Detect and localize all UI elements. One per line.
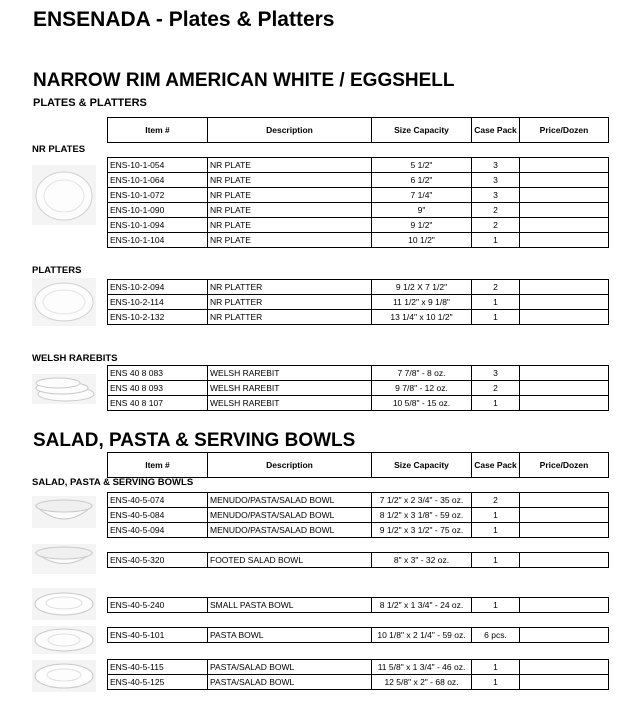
cell-item: ENS-10-1-054	[108, 158, 208, 173]
table-row	[108, 675, 609, 690]
cell-case-pack: 1	[472, 396, 520, 411]
cell-price	[520, 310, 609, 325]
table-welsh-rarebits	[107, 365, 609, 411]
col-size: Size Capacity	[372, 453, 472, 478]
cell-description: MENUDO/PASTA/SALAD BOWL	[208, 508, 372, 523]
cell-case-pack: 1	[472, 675, 520, 690]
cell-description: NR PLATE	[208, 188, 372, 203]
cell-case-pack: 2	[472, 493, 520, 508]
cell-case-pack: 2	[472, 381, 520, 396]
subheading-bowls: SALAD, PASTA & SERVING BOWLS	[32, 477, 194, 488]
cell-item: ENS 40 8 093	[108, 381, 208, 396]
cell-description: WELSH RAREBIT	[208, 396, 372, 411]
plate-image	[32, 165, 96, 225]
cell-price	[520, 553, 609, 568]
table-row	[108, 310, 609, 325]
cell-size: 5 1/2"	[372, 158, 472, 173]
cell-size: 13 1/4" x 10 1/2"	[372, 310, 472, 325]
cell-description: NR PLATE	[208, 233, 372, 248]
cell-size: 10 1/2"	[372, 233, 472, 248]
cell-size: 7 1/2" x 2 3/4" - 35 oz.	[372, 493, 472, 508]
cell-case-pack: 1	[472, 310, 520, 325]
col-description: Description	[208, 453, 372, 478]
cell-case-pack: 2	[472, 203, 520, 218]
cell-description: NR PLATE	[208, 173, 372, 188]
group-label-nr-plates: NR PLATES	[32, 144, 86, 155]
cell-price	[520, 188, 609, 203]
cell-item: ENS-10-1-094	[108, 218, 208, 233]
cell-size: 9 7/8" - 12 oz.	[372, 381, 472, 396]
cell-item: ENS-40-5-094	[108, 523, 208, 538]
table-row	[108, 523, 609, 538]
table-row	[108, 493, 609, 508]
cell-item: ENS-10-1-104	[108, 233, 208, 248]
cell-price	[520, 158, 609, 173]
cell-size: 7 1/4"	[372, 188, 472, 203]
cell-case-pack: 6 pcs.	[472, 628, 520, 643]
cell-size: 8 1/2" x 1 3/4" - 24 oz.	[372, 598, 472, 613]
cell-case-pack: 1	[472, 660, 520, 675]
cell-description: NR PLATE	[208, 218, 372, 233]
cell-price	[520, 598, 609, 613]
cell-size: 10 1/8" x 2 1/4" - 59 oz.	[372, 628, 472, 643]
table-pasta-bowl	[107, 627, 609, 643]
cell-case-pack: 2	[472, 218, 520, 233]
menudo-bowl-image	[32, 496, 96, 528]
table-row	[108, 158, 609, 173]
cell-description: WELSH RAREBIT	[208, 366, 372, 381]
platter-image	[32, 278, 96, 326]
table-row	[108, 218, 609, 233]
cell-item: ENS-40-5-101	[108, 628, 208, 643]
col-item: Item #	[108, 453, 208, 478]
cell-item: ENS-10-1-064	[108, 173, 208, 188]
cell-item: ENS-10-2-094	[108, 280, 208, 295]
cell-item: ENS 40 8 107	[108, 396, 208, 411]
col-case-pack: Case Pack	[472, 453, 520, 478]
subheading-plates-platters: PLATES & PLATTERS	[33, 97, 147, 109]
cell-item: ENS-10-1-072	[108, 188, 208, 203]
cell-size: 8 1/2" x 3 1/8" - 59 oz.	[372, 508, 472, 523]
cell-description: FOOTED SALAD BOWL	[208, 553, 372, 568]
column-header-table-bowls	[107, 452, 609, 478]
cell-size: 6 1/2"	[372, 173, 472, 188]
cell-case-pack: 1	[472, 233, 520, 248]
cell-item: ENS-40-5-125	[108, 675, 208, 690]
table-row	[108, 508, 609, 523]
cell-description: PASTA/SALAD BOWL	[208, 660, 372, 675]
cell-description: NR PLATTER	[208, 310, 372, 325]
cell-item: ENS-40-5-320	[108, 553, 208, 568]
cell-price	[520, 366, 609, 381]
cell-size: 9"	[372, 203, 472, 218]
table-platters	[107, 279, 609, 325]
table-row	[108, 233, 609, 248]
cell-price	[520, 381, 609, 396]
cell-price	[520, 173, 609, 188]
cell-description: NR PLATTER	[208, 280, 372, 295]
table-row	[108, 553, 609, 568]
col-size: Size Capacity	[372, 118, 472, 143]
cell-case-pack: 3	[472, 366, 520, 381]
cell-case-pack: 1	[472, 508, 520, 523]
rarebit-image	[32, 374, 96, 404]
cell-size: 10 5/8" - 15 oz.	[372, 396, 472, 411]
cell-item: ENS 40 8 083	[108, 366, 208, 381]
cell-description: MENUDO/PASTA/SALAD BOWL	[208, 523, 372, 538]
cell-price	[520, 396, 609, 411]
table-row	[108, 366, 609, 381]
cell-item: ENS-10-2-132	[108, 310, 208, 325]
cell-case-pack: 1	[472, 598, 520, 613]
cell-price	[520, 660, 609, 675]
small-pasta-bowl-image	[32, 588, 96, 620]
cell-price	[520, 233, 609, 248]
table-row	[108, 660, 609, 675]
cell-description: NR PLATE	[208, 203, 372, 218]
table-footed-bowl	[107, 552, 609, 568]
table-small-pasta-bowl	[107, 597, 609, 613]
cell-item: ENS-40-5-074	[108, 493, 208, 508]
col-item: Item #	[108, 118, 208, 143]
table-row	[108, 598, 609, 613]
col-description: Description	[208, 118, 372, 143]
page-title: ENSENADA - Plates & Platters	[33, 8, 335, 31]
group-label-platters: PLATTERS	[32, 265, 82, 276]
cell-case-pack: 3	[472, 188, 520, 203]
section-heading-narrow-rim: NARROW RIM AMERICAN WHITE / EGGSHELL	[33, 70, 455, 91]
cell-case-pack: 1	[472, 553, 520, 568]
cell-case-pack: 3	[472, 158, 520, 173]
cell-price	[520, 675, 609, 690]
cell-case-pack: 2	[472, 280, 520, 295]
cell-item: ENS-10-2-114	[108, 295, 208, 310]
column-header-table	[107, 117, 609, 143]
table-row	[108, 188, 609, 203]
cell-description: PASTA BOWL	[208, 628, 372, 643]
cell-price	[520, 493, 609, 508]
table-row	[108, 396, 609, 411]
cell-size: 9 1/2"	[372, 218, 472, 233]
col-case-pack: Case Pack	[472, 118, 520, 143]
cell-price	[520, 523, 609, 538]
pasta-salad-bowl-image	[32, 660, 96, 692]
cell-price	[520, 203, 609, 218]
table-row	[108, 173, 609, 188]
cell-size: 9 1/2" x 3 1/2" - 75 oz.	[372, 523, 472, 538]
pasta-bowl-image	[32, 626, 96, 654]
cell-description: SMALL PASTA BOWL	[208, 598, 372, 613]
cell-item: ENS-40-5-240	[108, 598, 208, 613]
cell-description: WELSH RAREBIT	[208, 381, 372, 396]
footed-bowl-image	[32, 544, 96, 574]
table-row	[108, 203, 609, 218]
cell-item: ENS-40-5-084	[108, 508, 208, 523]
cell-description: MENUDO/PASTA/SALAD BOWL	[208, 493, 372, 508]
table-pasta-salad-bowls	[107, 659, 609, 690]
col-price: Price/Dozen	[520, 118, 609, 143]
cell-price	[520, 218, 609, 233]
col-price: Price/Dozen	[520, 453, 609, 478]
cell-price	[520, 628, 609, 643]
cell-description: PASTA/SALAD BOWL	[208, 675, 372, 690]
cell-item: ENS-40-5-115	[108, 660, 208, 675]
table-row	[108, 381, 609, 396]
table-row	[108, 628, 609, 643]
cell-description: NR PLATE	[208, 158, 372, 173]
cell-price	[520, 280, 609, 295]
cell-size: 11 1/2" x 9 1/8"	[372, 295, 472, 310]
section-heading-bowls: SALAD, PASTA & SERVING BOWLS	[33, 430, 356, 451]
cell-price	[520, 508, 609, 523]
table-nr-plates	[107, 157, 609, 248]
cell-case-pack: 3	[472, 173, 520, 188]
cell-size: 8" x 3" - 32 oz.	[372, 553, 472, 568]
cell-size: 7 7/8" - 8 oz.	[372, 366, 472, 381]
cell-size: 12 5/8" x 2" - 68 oz.	[372, 675, 472, 690]
cell-size: 9 1/2 X 7 1/2"	[372, 280, 472, 295]
table-row	[108, 280, 609, 295]
cell-size: 11 5/8" x 1 3/4" - 46 oz.	[372, 660, 472, 675]
group-label-welsh-rarebits: WELSH RAREBITS	[32, 353, 118, 364]
cell-case-pack: 1	[472, 295, 520, 310]
cell-case-pack: 1	[472, 523, 520, 538]
table-row	[108, 295, 609, 310]
cell-price	[520, 295, 609, 310]
cell-item: ENS-10-1-090	[108, 203, 208, 218]
table-menudo-bowls	[107, 492, 609, 538]
cell-description: NR PLATTER	[208, 295, 372, 310]
